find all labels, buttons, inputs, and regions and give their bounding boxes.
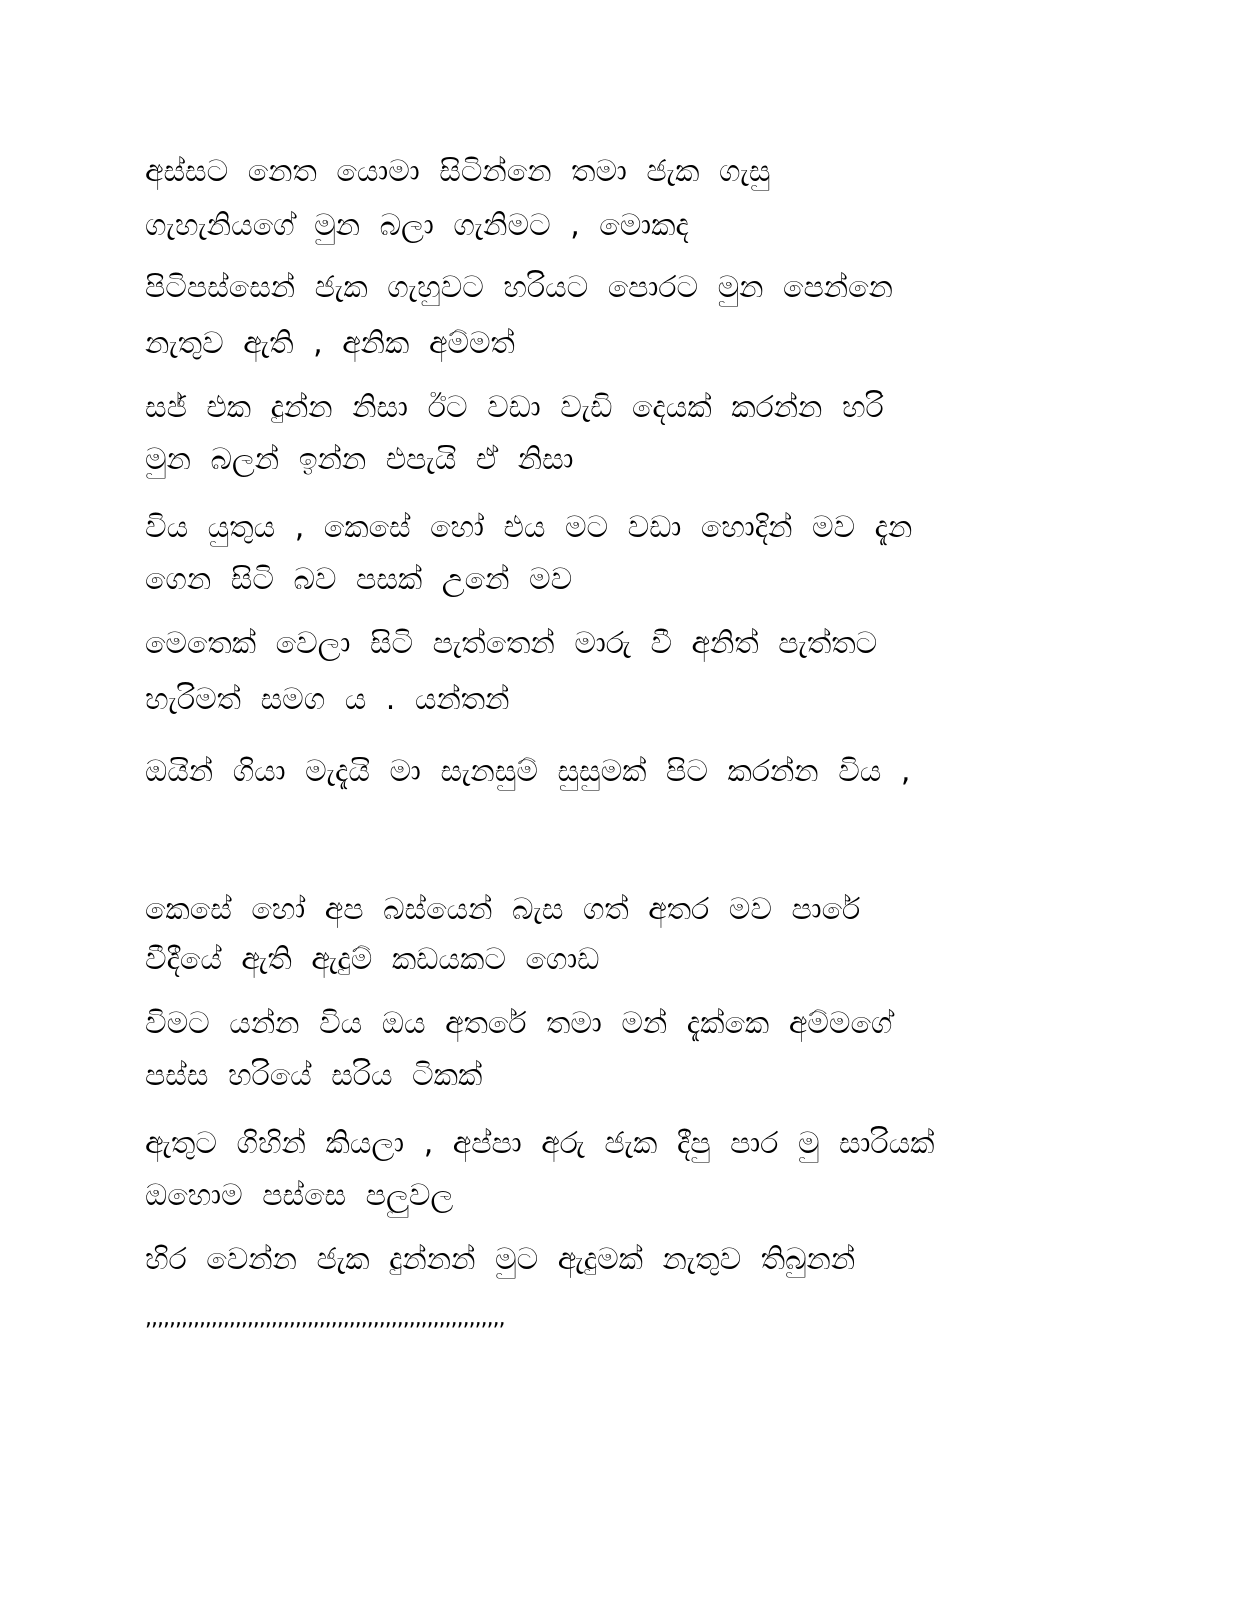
text-line: ඔයින් ගියා මැදැයි මා සැනසුම් සුසුමක් පිට කරන්න විය , [145, 754, 911, 789]
text-line: මෙතෙක් වෙලා සිටි පැත්තෙන් මාරු වී අනිත් පැත්තට [145, 626, 878, 661]
text-line: සජ් එක දුන්න නිසා ඊට වඩා වැඩි දෙයක් කරන්න හරි [145, 390, 884, 425]
text-line: විය යුතුය , කෙසේ හෝ එය මට වඩා හොදින් මව දැන [145, 510, 913, 545]
text-line: ගෙන සිටි බව පසක් උනේ මව [145, 562, 573, 597]
text-line: ඔහොම පස්සෙ පලුවල [145, 1178, 454, 1213]
text-line: පිටිපස්සෙන් ජැක ගැහුවට හරියට පොරට මුන පෙන්නෙ [145, 270, 893, 305]
text-line: විමට යන්න විය ඔය අතරේ තමා මන් දැක්කෙ අම්මගේ [145, 1006, 893, 1041]
separator-line: ,,,,,,,,,,,,,,,,,,,,,,,,,,,,,,,,,,,,,,,,,,,,,,,,,,,,,,,,,,,, [145, 1306, 505, 1331]
text-line: ඇතුට ගිහින් කියලා , අප්පා අරු ජැක දීපු පාර මු සාරියක් [145, 1126, 935, 1161]
text-line: අස්සට නෙත යොමා සිටින්නෙ තමා ජැක ගැසු [145, 154, 771, 189]
text-line: පස්ස හරියේ සරිය ටිකක් [145, 1058, 483, 1093]
text-line: මුන බලන් ඉන්න එපැයි ඒ නිසා [145, 442, 574, 477]
text-line: කෙසේ හෝ අප බස්යෙන් බැස ගත් අතර මව පාරේ [145, 892, 861, 927]
text-line: වීදීයේ ඇති ඇදුම් කඩයකට ගොඩ [145, 942, 600, 977]
text-line: ගැහැනියගේ මුන බලා ගැනිමට , මොකද [145, 208, 689, 243]
text-line: හැරිමත් සමග ය . යන්තන් [145, 682, 510, 717]
text-line: නැතුව ඇති , අනික අම්මත් [145, 326, 515, 361]
text-line: හිර වෙන්න ජැක දුන්නන් මුට ඇදුමක් නැතුව තිබුනන් [145, 1242, 856, 1277]
